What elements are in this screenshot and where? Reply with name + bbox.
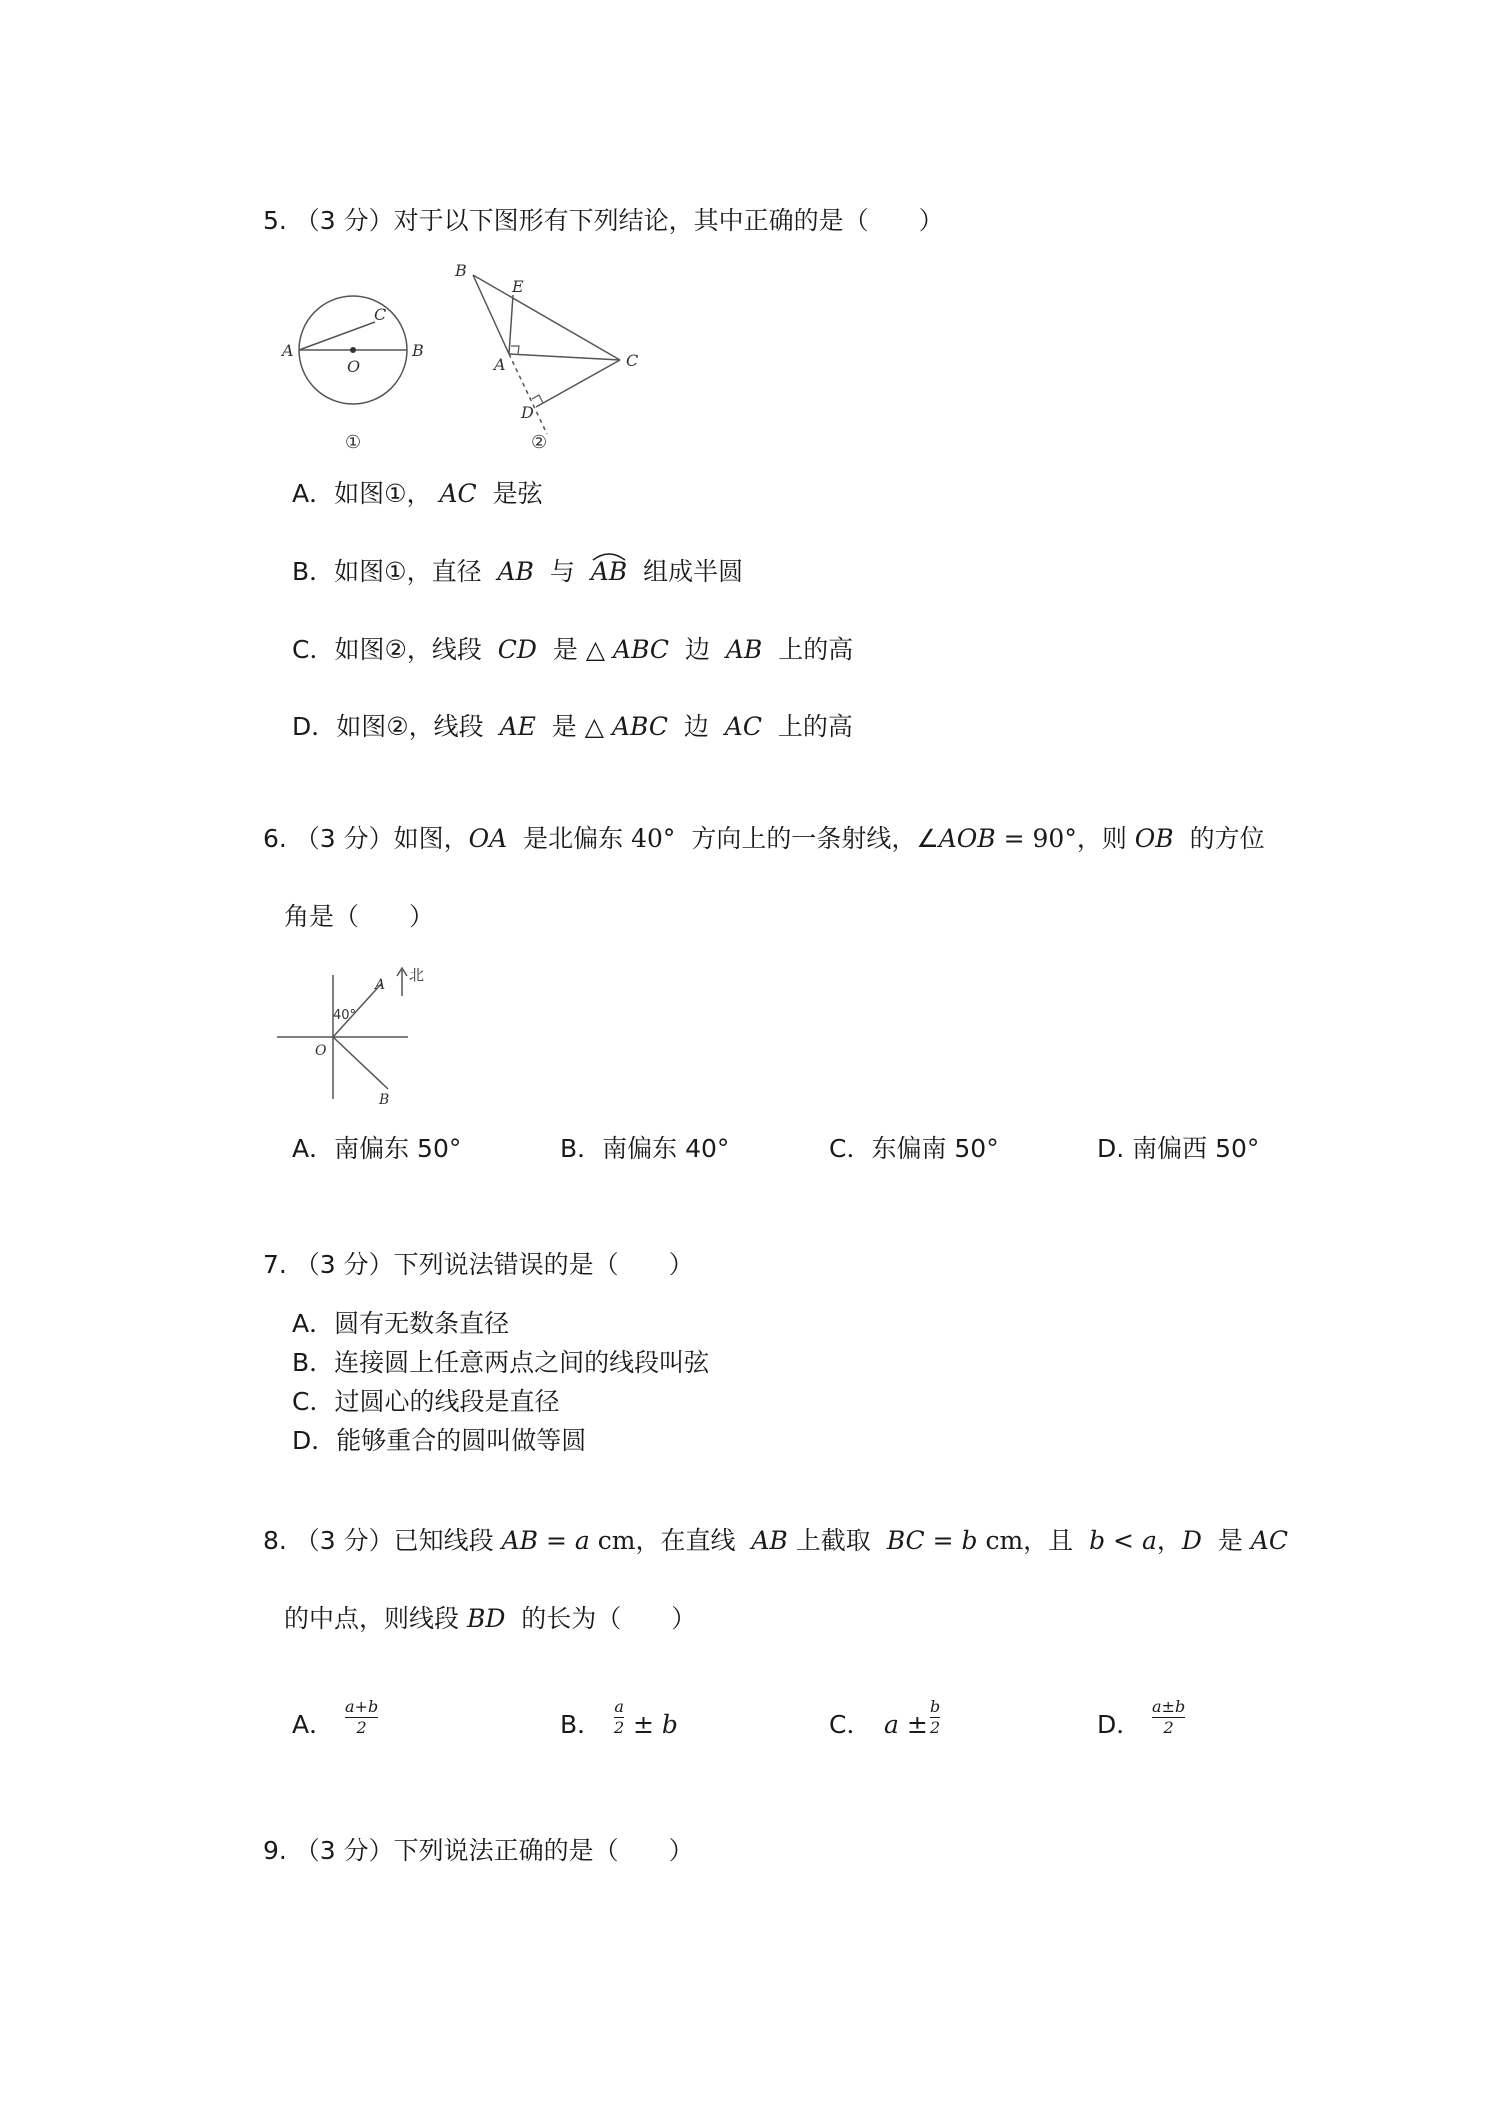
q8-option-b-label[interactable]: B． xyxy=(560,1710,603,1739)
math-aob: AOB xyxy=(938,824,996,853)
math-ab-eq-a: AB = a xyxy=(501,1526,590,1555)
center-dot xyxy=(350,347,356,353)
q5-option-a[interactable] xyxy=(292,479,543,509)
q6-option-c[interactable]: C．东偏南 50° xyxy=(829,1134,999,1163)
q7-stem: 7. （3 分）下列说法错误的是（ ） xyxy=(263,1250,694,1279)
math-abc: ABC xyxy=(613,635,670,664)
option-text: A．如图①， xyxy=(292,479,432,508)
q5-figure-2 xyxy=(450,262,650,462)
q8-stem-line2: 的中点，则线段 BD 的长为（ ） xyxy=(284,1604,697,1633)
q7-option-c[interactable]: C．过圆心的线段是直径 xyxy=(292,1387,560,1416)
north-label: 北 xyxy=(409,966,425,984)
math-ob: OB xyxy=(1134,824,1174,853)
q8-option-a-label[interactable]: A． xyxy=(292,1710,335,1739)
q8-option-b-fraction: a 2 xyxy=(614,1697,625,1737)
math-ae: AE xyxy=(499,712,536,741)
arc-icon xyxy=(591,551,627,561)
math-bc-eq-b: BC = b xyxy=(886,1526,978,1555)
math-ab: AB xyxy=(725,635,763,664)
label-b: B xyxy=(379,1092,390,1108)
fig2-label-e: E xyxy=(512,277,524,296)
option-text: 组成半圆 xyxy=(643,557,744,586)
label-o: O xyxy=(315,1043,327,1059)
math-ab: AB xyxy=(497,557,534,586)
fig2-caption: ② xyxy=(531,432,548,453)
right-angle-a xyxy=(511,346,519,354)
fig1-label-c: C xyxy=(374,305,387,324)
extension-dashed xyxy=(509,354,547,434)
q6-figure xyxy=(275,962,435,1107)
q8-option-c-label[interactable]: C． xyxy=(829,1710,872,1739)
segment-cd xyxy=(536,360,620,407)
q7-option-d[interactable]: D．能够重合的圆叫做等圆 xyxy=(292,1426,587,1455)
q6-option-a[interactable]: A．南偏东 50° xyxy=(292,1134,462,1163)
q8-option-a-fraction: a+b 2 xyxy=(345,1697,379,1737)
q6-option-b[interactable]: B．南偏东 40° xyxy=(560,1134,730,1163)
math-ac: AC xyxy=(1250,1526,1288,1555)
q9-stem: 9. （3 分）下列说法正确的是（ ） xyxy=(263,1836,694,1865)
q5-option-c[interactable] xyxy=(292,635,853,665)
chord-ac xyxy=(299,322,375,350)
q8-option-b-rest: ± b xyxy=(633,1710,678,1739)
arc-ab: AB xyxy=(591,557,627,587)
q8-option-d-label[interactable]: D． xyxy=(1097,1710,1142,1739)
math-oa: OA xyxy=(468,824,508,853)
ray-ob xyxy=(333,1037,388,1089)
label-a: A xyxy=(375,977,386,993)
q6-stem: 6. （3 分）如图，OA 是北偏东 40° 方向上的一条射线，∠AOB = 90°，则 OB 的方位 xyxy=(263,824,1265,853)
option-text: 与 xyxy=(549,557,575,586)
q8-option-d-fraction: a±b 2 xyxy=(1152,1697,1186,1737)
math-b-lt-a: b < a xyxy=(1089,1526,1157,1555)
math-ab: AB xyxy=(751,1526,788,1555)
q8-option-c-pre: a ± xyxy=(884,1710,928,1739)
right-angle-d xyxy=(532,395,543,403)
q7-option-b[interactable]: B．连接圆上任意两点之间的线段叫弦 xyxy=(292,1348,710,1377)
math-bd: BD xyxy=(466,1604,506,1633)
q5-stem: 5. （3 分）对于以下图形有下列结论，其中正确的是（ ） xyxy=(263,206,944,235)
option-text: 是弦 xyxy=(492,479,543,508)
fig1-caption: ① xyxy=(345,432,362,453)
fig2-label-a: A xyxy=(494,355,506,374)
option-text: 是 △ xyxy=(551,712,604,741)
segment-bc xyxy=(473,275,620,360)
option-text: 边 xyxy=(684,635,710,664)
math-d: D xyxy=(1181,1526,1202,1555)
math-ac: AC xyxy=(439,479,477,508)
option-text: 上的高 xyxy=(778,635,854,664)
segment-ac xyxy=(509,354,620,360)
fig1-label-b: B xyxy=(412,341,424,360)
q8-stem: 8. （3 分）已知线段 AB = a cm，在直线 AB 上截取 BC = b cm，且 b < a，D 是 AC xyxy=(263,1526,1288,1555)
fig1-label-a: A xyxy=(282,341,294,360)
option-text: D．如图②，线段 xyxy=(292,712,484,741)
option-text: 上的高 xyxy=(777,712,853,741)
math-ac: AC xyxy=(724,712,762,741)
q5-option-d[interactable] xyxy=(292,712,853,742)
option-text: B．如图①，直径 xyxy=(292,557,482,586)
q5-figure-1 xyxy=(270,290,450,460)
q6-option-d[interactable]: D. 南偏西 50° xyxy=(1097,1134,1260,1163)
fig2-label-c: C xyxy=(626,351,639,370)
math-cd: CD xyxy=(497,635,537,664)
segment-ae xyxy=(509,295,513,354)
fig2-label-d: D xyxy=(521,403,534,422)
fig2-label-b: B xyxy=(455,261,467,280)
segment-ba xyxy=(473,275,509,354)
option-text: 是 △ xyxy=(552,635,606,664)
option-text: C．如图②，线段 xyxy=(292,635,482,664)
q5-option-b[interactable] xyxy=(292,557,743,587)
option-text: 边 xyxy=(683,712,709,741)
q8-option-c-fraction: b 2 xyxy=(930,1697,941,1737)
math-abc: ABC xyxy=(611,712,668,741)
angle-label: 40° xyxy=(333,1008,357,1023)
q7-option-a[interactable]: A．圆有无数条直径 xyxy=(292,1309,510,1338)
fig1-label-o: O xyxy=(347,357,361,376)
q6-stem-line2: 角是（ ） xyxy=(284,902,435,931)
